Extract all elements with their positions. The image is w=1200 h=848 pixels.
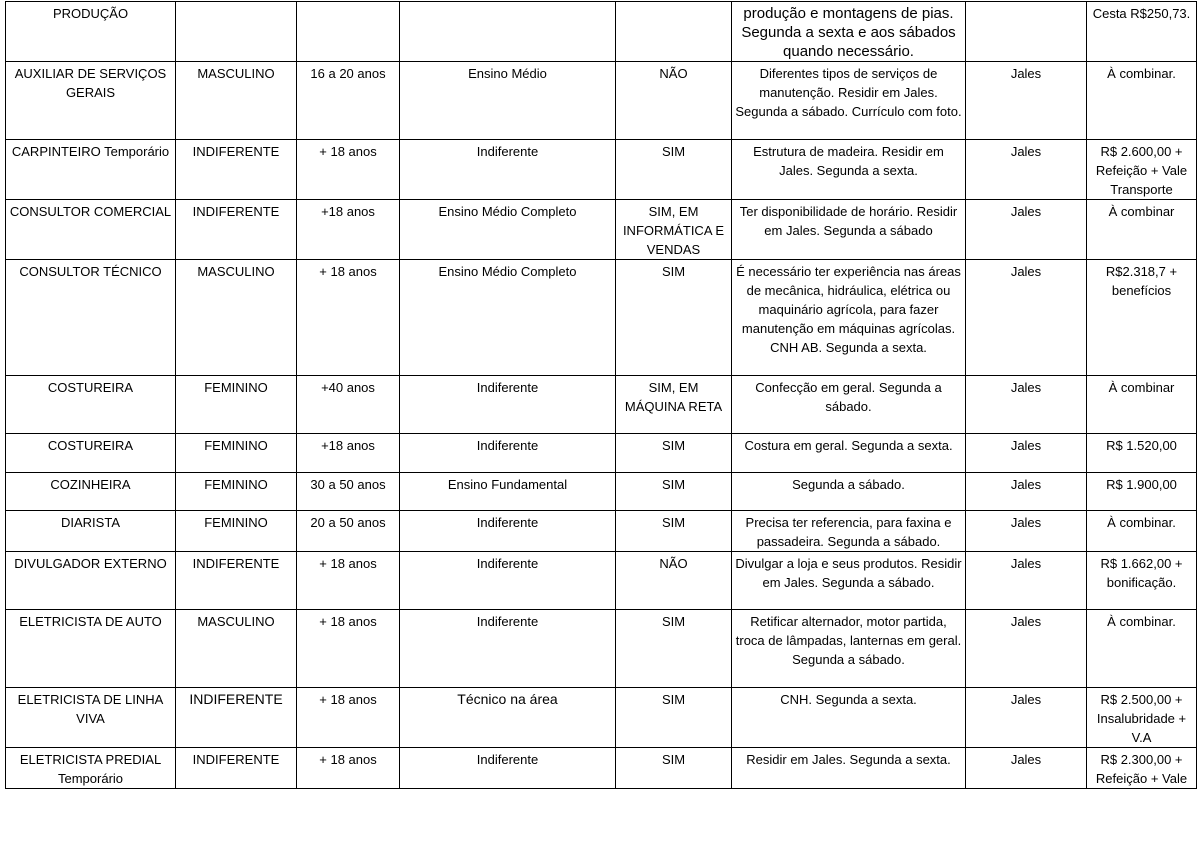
cell-salario: À combinar.	[1087, 62, 1197, 140]
cell-escolaridade: Ensino Médio Completo	[400, 260, 616, 376]
cell-requisitos: É necessário ter experiência nas áreas de mecânica, hidráulica, elétrica ou maquinário agrícola, para fazer manutenção em máquinas agrícolas. CNH AB. Segunda a sexta.	[732, 260, 966, 376]
cell-experiencia	[616, 2, 732, 62]
cell-sexo: INDIFERENTE	[176, 688, 297, 748]
cell-idade: 20 a 50 anos	[297, 511, 400, 552]
cell-escolaridade: Ensino Fundamental	[400, 473, 616, 511]
cell-cargo: DIVULGADOR EXTERNO	[6, 552, 176, 610]
cell-requisitos: CNH. Segunda a sexta.	[732, 688, 966, 748]
cell-idade	[297, 2, 400, 62]
cell-requisitos: produção e montagens de pias. Segunda a sexta e aos sábados quando necessário.	[732, 2, 966, 62]
cell-experiencia: SIM, EM INFORMÁTICA E VENDAS	[616, 200, 732, 260]
table-row	[6, 200, 1197, 260]
cell-cidade: Jales	[966, 748, 1087, 789]
cell-cidade: Jales	[966, 62, 1087, 140]
cell-cargo: COZINHEIRA	[6, 473, 176, 511]
cell-requisitos: Confecção em geral. Segunda a sábado.	[732, 376, 966, 434]
cell-experiencia: SIM	[616, 748, 732, 789]
cell-experiencia: SIM	[616, 260, 732, 376]
table-row	[6, 688, 1197, 748]
cell-cidade: Jales	[966, 140, 1087, 200]
cell-requisitos: Costura em geral. Segunda a sexta.	[732, 434, 966, 473]
cell-experiencia: SIM	[616, 610, 732, 688]
cell-cargo: CONSULTOR COMERCIAL	[6, 200, 176, 260]
cell-idade: +40 anos	[297, 376, 400, 434]
cell-sexo: FEMININO	[176, 434, 297, 473]
cell-escolaridade: Ensino Médio Completo	[400, 200, 616, 260]
cell-salario: R$ 1.662,00 + bonificação.	[1087, 552, 1197, 610]
cell-salario: À combinar	[1087, 200, 1197, 260]
cell-idade: +18 anos	[297, 200, 400, 260]
cell-experiencia: SIM	[616, 511, 732, 552]
cell-sexo	[176, 2, 297, 62]
cell-idade: + 18 anos	[297, 748, 400, 789]
cell-escolaridade: Indiferente	[400, 552, 616, 610]
cell-cidade	[966, 2, 1087, 62]
cell-salario: R$ 2.300,00 + Refeição + Vale	[1087, 748, 1197, 789]
cell-cidade: Jales	[966, 473, 1087, 511]
cell-escolaridade	[400, 2, 616, 62]
cell-requisitos: Retificar alternador, motor partida, troca de lâmpadas, lanternas em geral. Segunda a sábado.	[732, 610, 966, 688]
cell-cargo: CARPINTEIRO Temporário	[6, 140, 176, 200]
cell-cargo: CONSULTOR TÉCNICO	[6, 260, 176, 376]
cell-cargo: COSTUREIRA	[6, 376, 176, 434]
cell-escolaridade: Ensino Médio	[400, 62, 616, 140]
table-row	[6, 610, 1197, 688]
cell-escolaridade: Técnico na área	[400, 688, 616, 748]
cell-salario: R$ 2.500,00 + Insalubridade + V.A	[1087, 688, 1197, 748]
cell-experiencia: SIM	[616, 688, 732, 748]
cell-cargo: ELETRICISTA PREDIAL Temporário	[6, 748, 176, 789]
cell-sexo: INDIFERENTE	[176, 748, 297, 789]
cell-idade: + 18 anos	[297, 552, 400, 610]
cell-salario: Cesta R$250,73.	[1087, 2, 1197, 62]
cell-cidade: Jales	[966, 434, 1087, 473]
cell-idade: 30 a 50 anos	[297, 473, 400, 511]
cell-salario: R$ 1.900,00	[1087, 473, 1197, 511]
cell-cidade: Jales	[966, 200, 1087, 260]
table-row	[6, 473, 1197, 511]
cell-cargo: ELETRICISTA DE LINHA VIVA	[6, 688, 176, 748]
cell-requisitos: Segunda a sábado.	[732, 473, 966, 511]
cell-salario: R$ 2.600,00 + Refeição + Vale Transporte	[1087, 140, 1197, 200]
table-body	[6, 2, 1197, 789]
cell-escolaridade: Indiferente	[400, 140, 616, 200]
cell-cidade: Jales	[966, 610, 1087, 688]
cell-idade: + 18 anos	[297, 610, 400, 688]
cell-cidade: Jales	[966, 376, 1087, 434]
table-row	[6, 748, 1197, 789]
cell-requisitos: Divulgar a loja e seus produtos. Residir em Jales. Segunda a sábado.	[732, 552, 966, 610]
cell-sexo: INDIFERENTE	[176, 140, 297, 200]
cell-cargo: ELETRICISTA DE AUTO	[6, 610, 176, 688]
cell-sexo: INDIFERENTE	[176, 552, 297, 610]
cell-salario: À combinar.	[1087, 610, 1197, 688]
cell-sexo: FEMININO	[176, 376, 297, 434]
cell-idade: + 18 anos	[297, 140, 400, 200]
cell-sexo: MASCULINO	[176, 62, 297, 140]
cell-idade: 16 a 20 anos	[297, 62, 400, 140]
cell-sexo: MASCULINO	[176, 260, 297, 376]
cell-experiencia: SIM	[616, 140, 732, 200]
cell-requisitos: Ter disponibilidade de horário. Residir em Jales. Segunda a sábado	[732, 200, 966, 260]
cell-cargo: AUXILIAR DE SERVIÇOS GERAIS	[6, 62, 176, 140]
cell-cidade: Jales	[966, 511, 1087, 552]
cell-cidade: Jales	[966, 552, 1087, 610]
cell-cargo: PRODUÇÃO	[6, 2, 176, 62]
cell-salario: R$2.318,7 + benefícios	[1087, 260, 1197, 376]
cell-experiencia: SIM	[616, 473, 732, 511]
cell-idade: + 18 anos	[297, 688, 400, 748]
table-row	[6, 434, 1197, 473]
table-row	[6, 376, 1197, 434]
cell-cidade: Jales	[966, 260, 1087, 376]
cell-sexo: INDIFERENTE	[176, 200, 297, 260]
cell-escolaridade: Indiferente	[400, 610, 616, 688]
cell-cargo: DIARISTA	[6, 511, 176, 552]
cell-sexo: FEMININO	[176, 473, 297, 511]
table-row	[6, 552, 1197, 610]
cell-escolaridade: Indiferente	[400, 434, 616, 473]
table-row	[6, 140, 1197, 200]
cell-experiencia: NÃO	[616, 62, 732, 140]
cell-cargo: COSTUREIRA	[6, 434, 176, 473]
cell-salario: R$ 1.520,00	[1087, 434, 1197, 473]
table-row	[6, 260, 1197, 376]
cell-requisitos: Residir em Jales. Segunda a sexta.	[732, 748, 966, 789]
cell-sexo: FEMININO	[176, 511, 297, 552]
cell-experiencia: NÃO	[616, 552, 732, 610]
table-row	[6, 2, 1197, 62]
cell-sexo: MASCULINO	[176, 610, 297, 688]
cell-cidade: Jales	[966, 688, 1087, 748]
cell-experiencia: SIM	[616, 434, 732, 473]
cell-salario: À combinar	[1087, 376, 1197, 434]
cell-requisitos: Diferentes tipos de serviços de manutenção. Residir em Jales. Segunda a sábado. Currículo com foto.	[732, 62, 966, 140]
cell-escolaridade: Indiferente	[400, 748, 616, 789]
cell-escolaridade: Indiferente	[400, 511, 616, 552]
cell-salario: À combinar.	[1087, 511, 1197, 552]
cell-idade: + 18 anos	[297, 260, 400, 376]
table-row	[6, 511, 1197, 552]
job-openings-table	[5, 1, 1197, 789]
cell-requisitos: Precisa ter referencia, para faxina e passadeira. Segunda a sábado.	[732, 511, 966, 552]
cell-experiencia: SIM, EM MÁQUINA RETA	[616, 376, 732, 434]
cell-idade: +18 anos	[297, 434, 400, 473]
table-row	[6, 62, 1197, 140]
cell-requisitos: Estrutura de madeira. Residir em Jales. Segunda a sexta.	[732, 140, 966, 200]
cell-escolaridade: Indiferente	[400, 376, 616, 434]
